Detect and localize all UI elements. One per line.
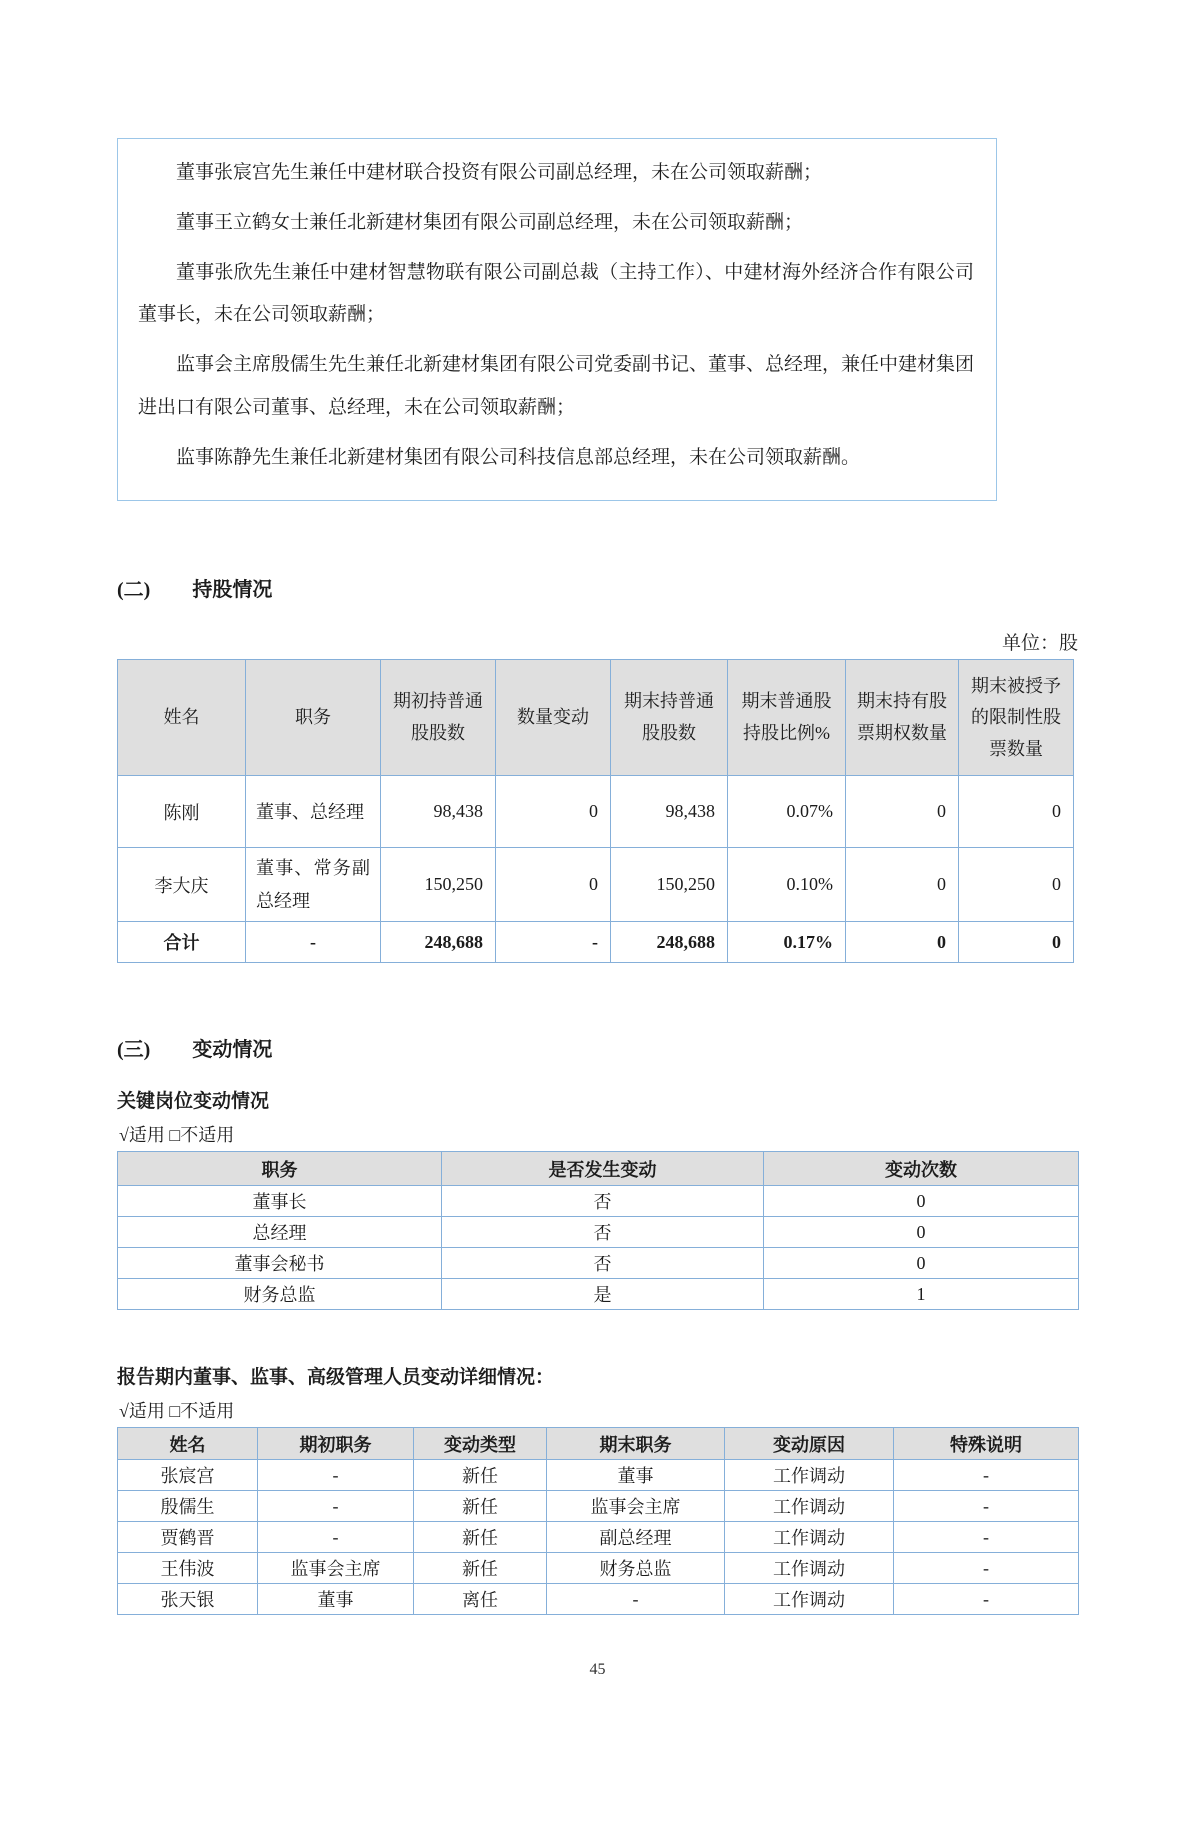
table-row [118,1186,1079,1217]
table-cell: 监事会主席 [258,1553,414,1584]
table-cell: 0 [764,1248,1079,1279]
table-cell: - [894,1584,1079,1615]
table-cell: - [496,922,611,963]
table-cell: 否 [442,1248,764,1279]
table-cell: 0 [496,776,611,848]
remuneration-notes-box [117,138,997,501]
table-cell: 1 [764,1279,1079,1310]
table-cell: 合计 [118,922,246,963]
table-cell: - [894,1522,1079,1553]
table-header-cell: 职务 [118,1152,442,1186]
table-row [118,1584,1079,1615]
table-cell: 工作调动 [725,1491,894,1522]
table-cell: 董事 [258,1584,414,1615]
table-row [118,1248,1079,1279]
table-cell: 0 [846,848,959,922]
table-row [118,776,1074,848]
table-cell: 0.10% [728,848,846,922]
table-cell: 150,250 [381,848,496,922]
table-cell: - [258,1460,414,1491]
section-title: 变动情况 [192,1039,273,1062]
table-cell: 0.17% [728,922,846,963]
table-cell: 98,438 [381,776,496,848]
table-cell: 0 [764,1186,1079,1217]
table-cell: 新任 [414,1491,547,1522]
table-header-cell: 期初职务 [258,1428,414,1460]
table-cell: 财务总监 [547,1553,725,1584]
table-cell: 0 [846,776,959,848]
table-row [118,1217,1079,1248]
table-header-cell: 数量变动 [496,660,611,776]
table-cell: - [894,1553,1079,1584]
section-number: (三) [117,1039,151,1062]
key-positions-table-body [118,1186,1079,1310]
note-paragraph: 董事王立鹤女士兼任北新建材集团有限公司副总经理，未在公司领取薪酬； [176,211,804,233]
table-cell: 新任 [414,1460,547,1491]
applicability-line: √适用 □不适用 [119,1125,235,1146]
table-cell: 150,250 [611,848,728,922]
table-cell: 董事长 [118,1186,442,1217]
table-row [118,1491,1079,1522]
table-header-cell: 变动类型 [414,1428,547,1460]
applicability-line: √适用 □不适用 [119,1401,235,1422]
table-cell: 0 [846,922,959,963]
table-cell: 工作调动 [725,1522,894,1553]
section-number: (二) [117,579,151,602]
section-heading-shareholding [117,573,1078,602]
table-cell: 新任 [414,1522,547,1553]
table-cell: 98,438 [611,776,728,848]
table-cell: - [258,1522,414,1553]
table-cell: 是 [442,1279,764,1310]
table-cell: 董事会秘书 [118,1248,442,1279]
section-heading-changes [117,1033,1078,1062]
table-cell: 0.07% [728,776,846,848]
table-cell: 监事会主席 [547,1491,725,1522]
note-paragraph: 董事张欣先生兼任中建材智慧物联有限公司副总裁（主持工作）、中建材海外经济合作有限公司董事长，未在公司领取薪酬； [138,261,974,326]
table-cell: 董事、常务副总经理 [246,848,381,922]
table-header-cell: 姓名 [118,1428,258,1460]
table-cell: 新任 [414,1553,547,1584]
table-cell: 248,688 [381,922,496,963]
table-cell: - [246,922,381,963]
table-cell: 贾鹤晋 [118,1522,258,1553]
table-cell: 李大庆 [118,848,246,922]
unit-label: 单位：股 [1001,633,1078,655]
table-cell: 工作调动 [725,1553,894,1584]
table-header-cell: 期末普通股持股比例% [728,660,846,776]
table-header-cell: 期末职务 [547,1428,725,1460]
table-cell: 殷儒生 [118,1491,258,1522]
table-cell: 张天银 [118,1584,258,1615]
changes-detail-heading: 报告期内董事、监事、高级管理人员变动详细情况： [117,1367,555,1389]
table-cell: 张宸宫 [118,1460,258,1491]
table-header-row [118,1152,1079,1186]
table-cell: - [894,1460,1079,1491]
table-cell: 王伟波 [118,1553,258,1584]
note-paragraph: 监事会主席殷儒生先生兼任北新建材集团有限公司党委副书记、董事、总经理，兼任中建材集团进出口有限公司董事、总经理，未在公司领取薪酬； [138,354,975,418]
table-cell: - [547,1584,725,1615]
table-header-cell: 期末被授予的限制性股票数量 [959,660,1074,776]
section-title: 持股情况 [192,579,273,602]
holdings-table [117,659,1074,963]
key-positions-table [117,1151,1079,1310]
table-cell: 0 [764,1217,1079,1248]
table-row [118,1522,1079,1553]
table-row [118,848,1074,922]
table-cell: 0 [496,848,611,922]
table-cell: 总经理 [118,1217,442,1248]
table-row [118,1553,1079,1584]
table-cell: 离任 [414,1584,547,1615]
table-header-cell: 是否发生变动 [442,1152,764,1186]
table-cell: 财务总监 [118,1279,442,1310]
table-cell: 工作调动 [725,1584,894,1615]
table-header-cell: 变动原因 [725,1428,894,1460]
table-header-row [118,660,1074,776]
key-positions-heading: 关键岗位变动情况 [117,1091,270,1113]
table-header-cell: 期末持普通股股数 [611,660,728,776]
table-cell: 工作调动 [725,1460,894,1491]
table-header-cell: 期初持普通股股数 [381,660,496,776]
table-header-cell: 变动次数 [764,1152,1079,1186]
table-cell: - [258,1491,414,1522]
table-header-cell: 职务 [246,660,381,776]
table-header-cell: 姓名 [118,660,246,776]
table-cell: 否 [442,1186,764,1217]
table-row [118,1279,1079,1310]
table-cell: 否 [442,1217,764,1248]
table-header-cell: 期末持有股票期权数量 [846,660,959,776]
table-row [118,1460,1079,1491]
note-paragraph: 董事张宸宫先生兼任中建材联合投资有限公司副总经理，未在公司领取薪酬； [176,162,823,183]
table-cell: 0 [959,922,1074,963]
table-cell: 董事 [547,1460,725,1491]
table-cell: 0 [959,776,1074,848]
changes-detail-table-body [118,1460,1079,1615]
table-cell: 副总经理 [547,1522,725,1553]
table-header-row [118,1428,1079,1460]
changes-detail-table [117,1427,1079,1615]
table-header-cell: 特殊说明 [894,1428,1079,1460]
table-cell: 陈刚 [118,776,246,848]
table-cell: 0 [959,848,1074,922]
table-cell: 董事、总经理 [246,776,381,848]
table-total-row [118,922,1074,963]
page-content [117,138,1078,1679]
table-cell: - [894,1491,1079,1522]
table-cell: 248,688 [611,922,728,963]
page-number: 45 [589,1661,606,1679]
note-paragraph: 监事陈静先生兼任北新建材集团有限公司科技信息部总经理，未在公司领取薪酬。 [176,446,861,468]
holdings-table-body [118,776,1074,922]
